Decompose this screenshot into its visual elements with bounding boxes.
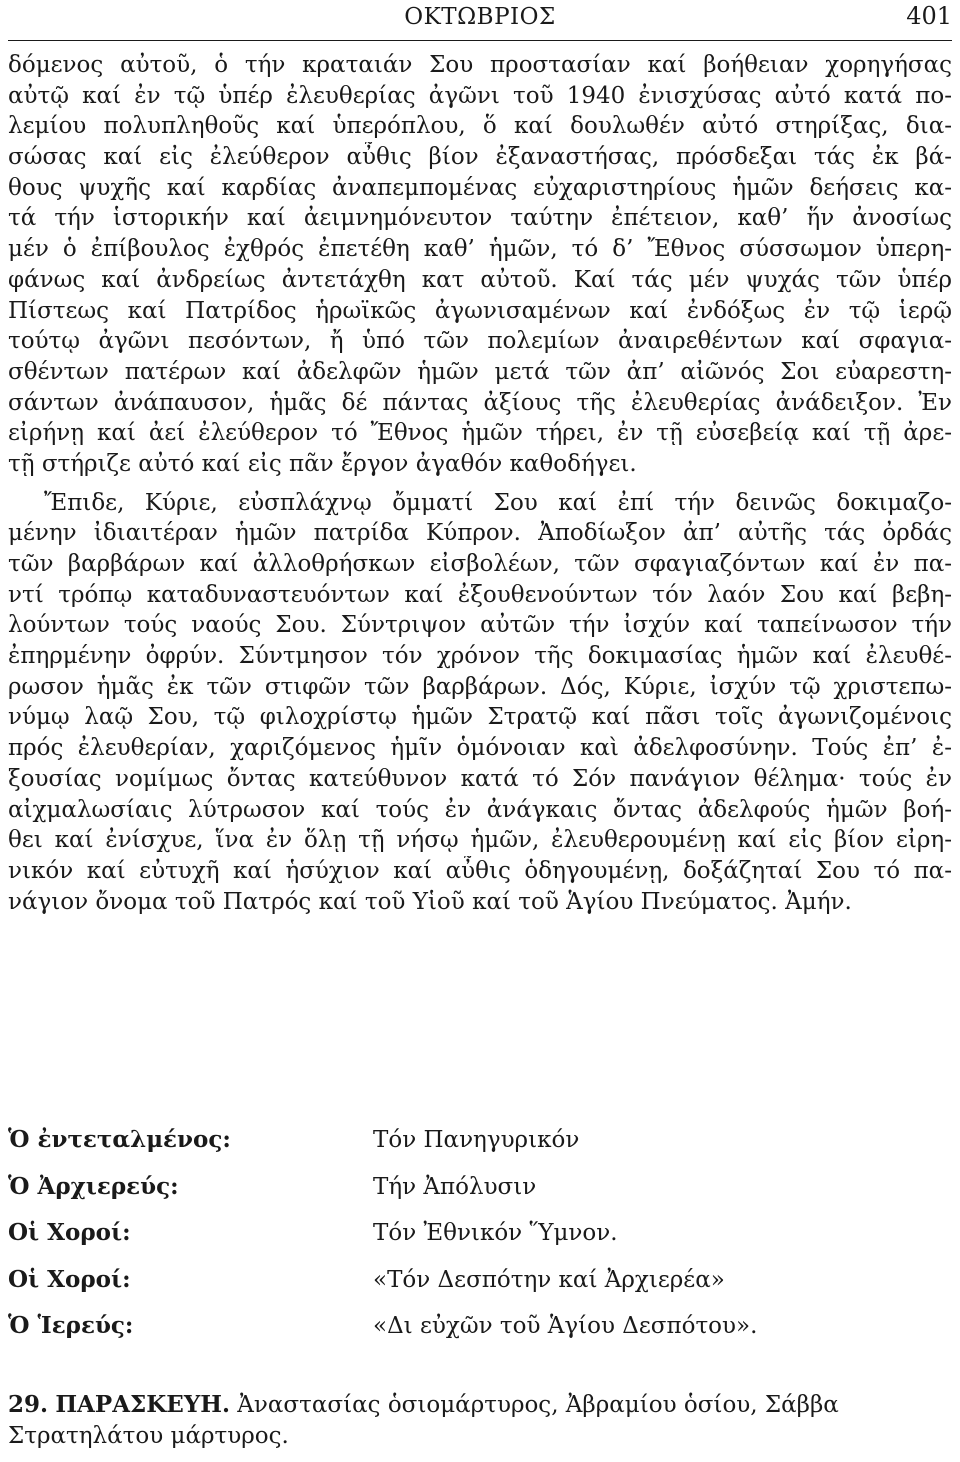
text-line: τούτῳ ἀγῶνι πεσόντων, ἤ ὑπό τῶν πολεμίων ἀναιρεθέντων καί σφαγια- <box>8 328 952 355</box>
rubric-speaker: Οἱ Χοροί: <box>8 1219 131 1246</box>
text-line: τά τήν ἱστορικήν καί ἀειμνημόνευτον ταύτην ἐπέτειον, καθ’ ἥν ἀνοσίως <box>8 205 952 232</box>
text-line: λούντων τούς ναούς Σου. Σύντριψον αὐτῶν τήν ἰσχύν καί ταπείνωσον τήν <box>8 612 952 639</box>
rubric-row <box>8 1218 952 1265</box>
text-line: ἐπηρμένην ὀφρύν. Σύντμησον τόν χρόνον τῆς δοκιμασίας ἡμῶν καί ἐλευθέ- <box>8 643 952 670</box>
feast-day-number: 29. <box>8 1391 49 1418</box>
text-line: τῶν βαρβάρων καί ἀλλοθρήσκων εἰσβολέων, τῶν σφαγιαζόντων καί ἐν πα- <box>8 551 952 577</box>
feast-entry <box>8 1389 952 1452</box>
text-line: νύμῳ λαῷ Σου, τῷ φιλοχρίστῳ ἡμῶν Στρατῷ καί πᾶσι τοῖς ἀγωνιζομένοις <box>8 704 952 731</box>
rubric-speaker: Ὁ ἐντεταλμένος: <box>8 1126 231 1153</box>
rubric-text: Τήν Ἀπόλυσιν <box>373 1173 537 1200</box>
text-line: ρωσον ἡμᾶς ἐκ τῶν στιφῶν τῶν βαρβάρων. Δός, Κύριε, ἰσχύν τῷ χριστεπω- <box>8 673 952 700</box>
rubric-speaker: Ὁ Ἀρχιερεύς: <box>8 1172 179 1200</box>
feast-saints-continued: Στρατηλάτου μάρτυρος. <box>8 1423 289 1449</box>
feast-weekday: ΠΑΡΑΣΚΕΥΗ. <box>55 1391 230 1418</box>
text-line: μένην ἰδιαιτέραν ἡμῶν πατρίδα Κύπρον. Ἀποδίωξον ἀπ’ αὐτῆς τάς ὀρδάς <box>8 520 952 547</box>
text-line: ξουσίας νομίμως ὄντας κατεύθυνον κατά τό Σόν πανάγιον θέλημα· τούς ἐν <box>8 765 952 792</box>
rubric-text: Τόν Ἐθνικόν Ὕμνον. <box>373 1220 618 1246</box>
running-head: ΟΚΤΩΒΡΙΟΣ <box>404 4 556 30</box>
rubric-speaker: Οἱ Χοροί: <box>8 1265 131 1293</box>
text-line: λεμίου πολυπληθοῦς καί ὑπερόπλου, ὅ καί δουλωθέν αὐτό στηρίξας, δια- <box>8 113 952 140</box>
rubric-row <box>8 1172 952 1219</box>
text-line: σάντων ἀνάπαυσον, ἡμᾶς δέ πάντας ἀξίους τῆς ἐλευθερίας ἀνάδειξον. Ἐν <box>8 389 952 416</box>
text-line: εἰρήνῃ καί ἀεί ἐλεύθερον τό Ἔθνος ἡμῶν τήρει, ἐν τῇ εὐσεβείᾳ καί τῇ ἀρε- <box>8 420 952 447</box>
text-line: θους ψυχῆς καί καρδίας ἀναπεμπομένας εὐχαριστηρίους ἡμῶν δεήσεις κα- <box>8 174 952 201</box>
text-line: αὐτῷ καί ἐν τῷ ὑπέρ ἐλευθερίας ἀγῶνι τοῦ 1940 ἐνισχύσας αὐτό κατά πο- <box>8 82 952 109</box>
text-line: Πίστεως καί Πατρίδος ἡρωϊκῶς ἀγωνισαμένων καί ἐνδόξως ἐν τῷ ἱερῷ <box>8 297 952 324</box>
text-line: νάγιον ὄνομα τοῦ Πατρός καί τοῦ Υἱοῦ καί τοῦ Ἁγίου Πνεύματος. Ἀμήν. <box>8 888 852 915</box>
text-line: σθέντων πατέρων καί ἀδελφῶν ἡμῶν μετά τῶν ἀπ’ αἰῶνός Σοι εὐαρεστη- <box>8 358 952 385</box>
rubric-row <box>8 1311 952 1358</box>
text-line: πρός ἐλευθερίαν, χαριζόμενος ἡμῖν ὁμόνοιαν καὶ ἀδελφοσύνην. Τούς ἐπ’ ἐ- <box>8 735 952 762</box>
page-number: 401 <box>906 2 952 30</box>
prayer-text <box>8 50 952 917</box>
rubric-text: Τόν Πανηγυρικόν <box>373 1127 580 1153</box>
rubric-text: «Δι εὐχῶν τοῦ Ἁγίου Δεσπότου». <box>373 1313 758 1339</box>
text-line: νικόν καί εὐτυχῆ καί ἡσύχιον καί αὖθις ὁδηγουμένῃ, δοξάζηταί Σου τό πα- <box>8 857 952 884</box>
text-line: ντί τρόπῳ καταδυναστευόντων καί ἐξουθενούντων τόν λαόν Σου καί βεβη- <box>8 581 952 608</box>
text-line: μέν ὁ ἐπίβουλος ἐχθρός ἐπετέθη καθ’ ἡμῶν, τό δ’ Ἔθνος σύσσωμον ὑπερη- <box>8 236 952 263</box>
rubric-list <box>8 1125 952 1358</box>
text-line: αἰχμαλωσίαις λύτρωσον καί τούς ἐν ἀνάγκαις ὄντας ἀδελφούς ἡμῶν βοή- <box>8 796 952 823</box>
text-line: φάνως καί ἀνδρείως ἀντετάχθη κατ αὐτοῦ. Καί τάς μέν ψυχάς τῶν ὑπέρ <box>8 266 952 293</box>
rubric-row <box>8 1125 952 1172</box>
rubric-speaker: Ὁ Ἱερεύς: <box>8 1312 134 1339</box>
text-line: δόμενος αὐτοῦ, ὁ τήν κραταιάν Σου προστασίαν καί βοήθειαν χορηγήσας <box>8 52 952 78</box>
page-header <box>8 0 952 41</box>
text-line: σώσας καί εἰς ἐλεύθερον αὖθις βίον ἐξαναστήσας, πρόσδεξαι τάς ἐκ βά- <box>8 144 952 171</box>
text-line: θει καί ἐνίσχυε, ἵνα ἐν ὅλῃ τῇ νήσῳ ἡμῶν, ἐλευθερουμένῃ καί εἰς βίον εἰρη- <box>8 827 952 854</box>
rubric-text: «Τόν Δεσπότην καί Ἀρχιερέα» <box>373 1266 725 1293</box>
feast-saints: Ἀναστασίας ὁσιομάρτυρος, Ἀβραμίου ὁσίου, Σάββα <box>237 1392 839 1418</box>
text-line: Ἔπιδε, Κύριε, εὐσπλάχνῳ ὄμματί Σου καί ἐπί τήν δεινῶς δοκιμαζο- <box>44 489 952 516</box>
text-line: τῇ στήριζε αὐτό καί εἰς πᾶν ἔργον ἀγαθόν καθοδήγει. <box>8 450 637 477</box>
rubric-row <box>8 1265 952 1312</box>
feast-line-1 <box>8 1389 952 1421</box>
